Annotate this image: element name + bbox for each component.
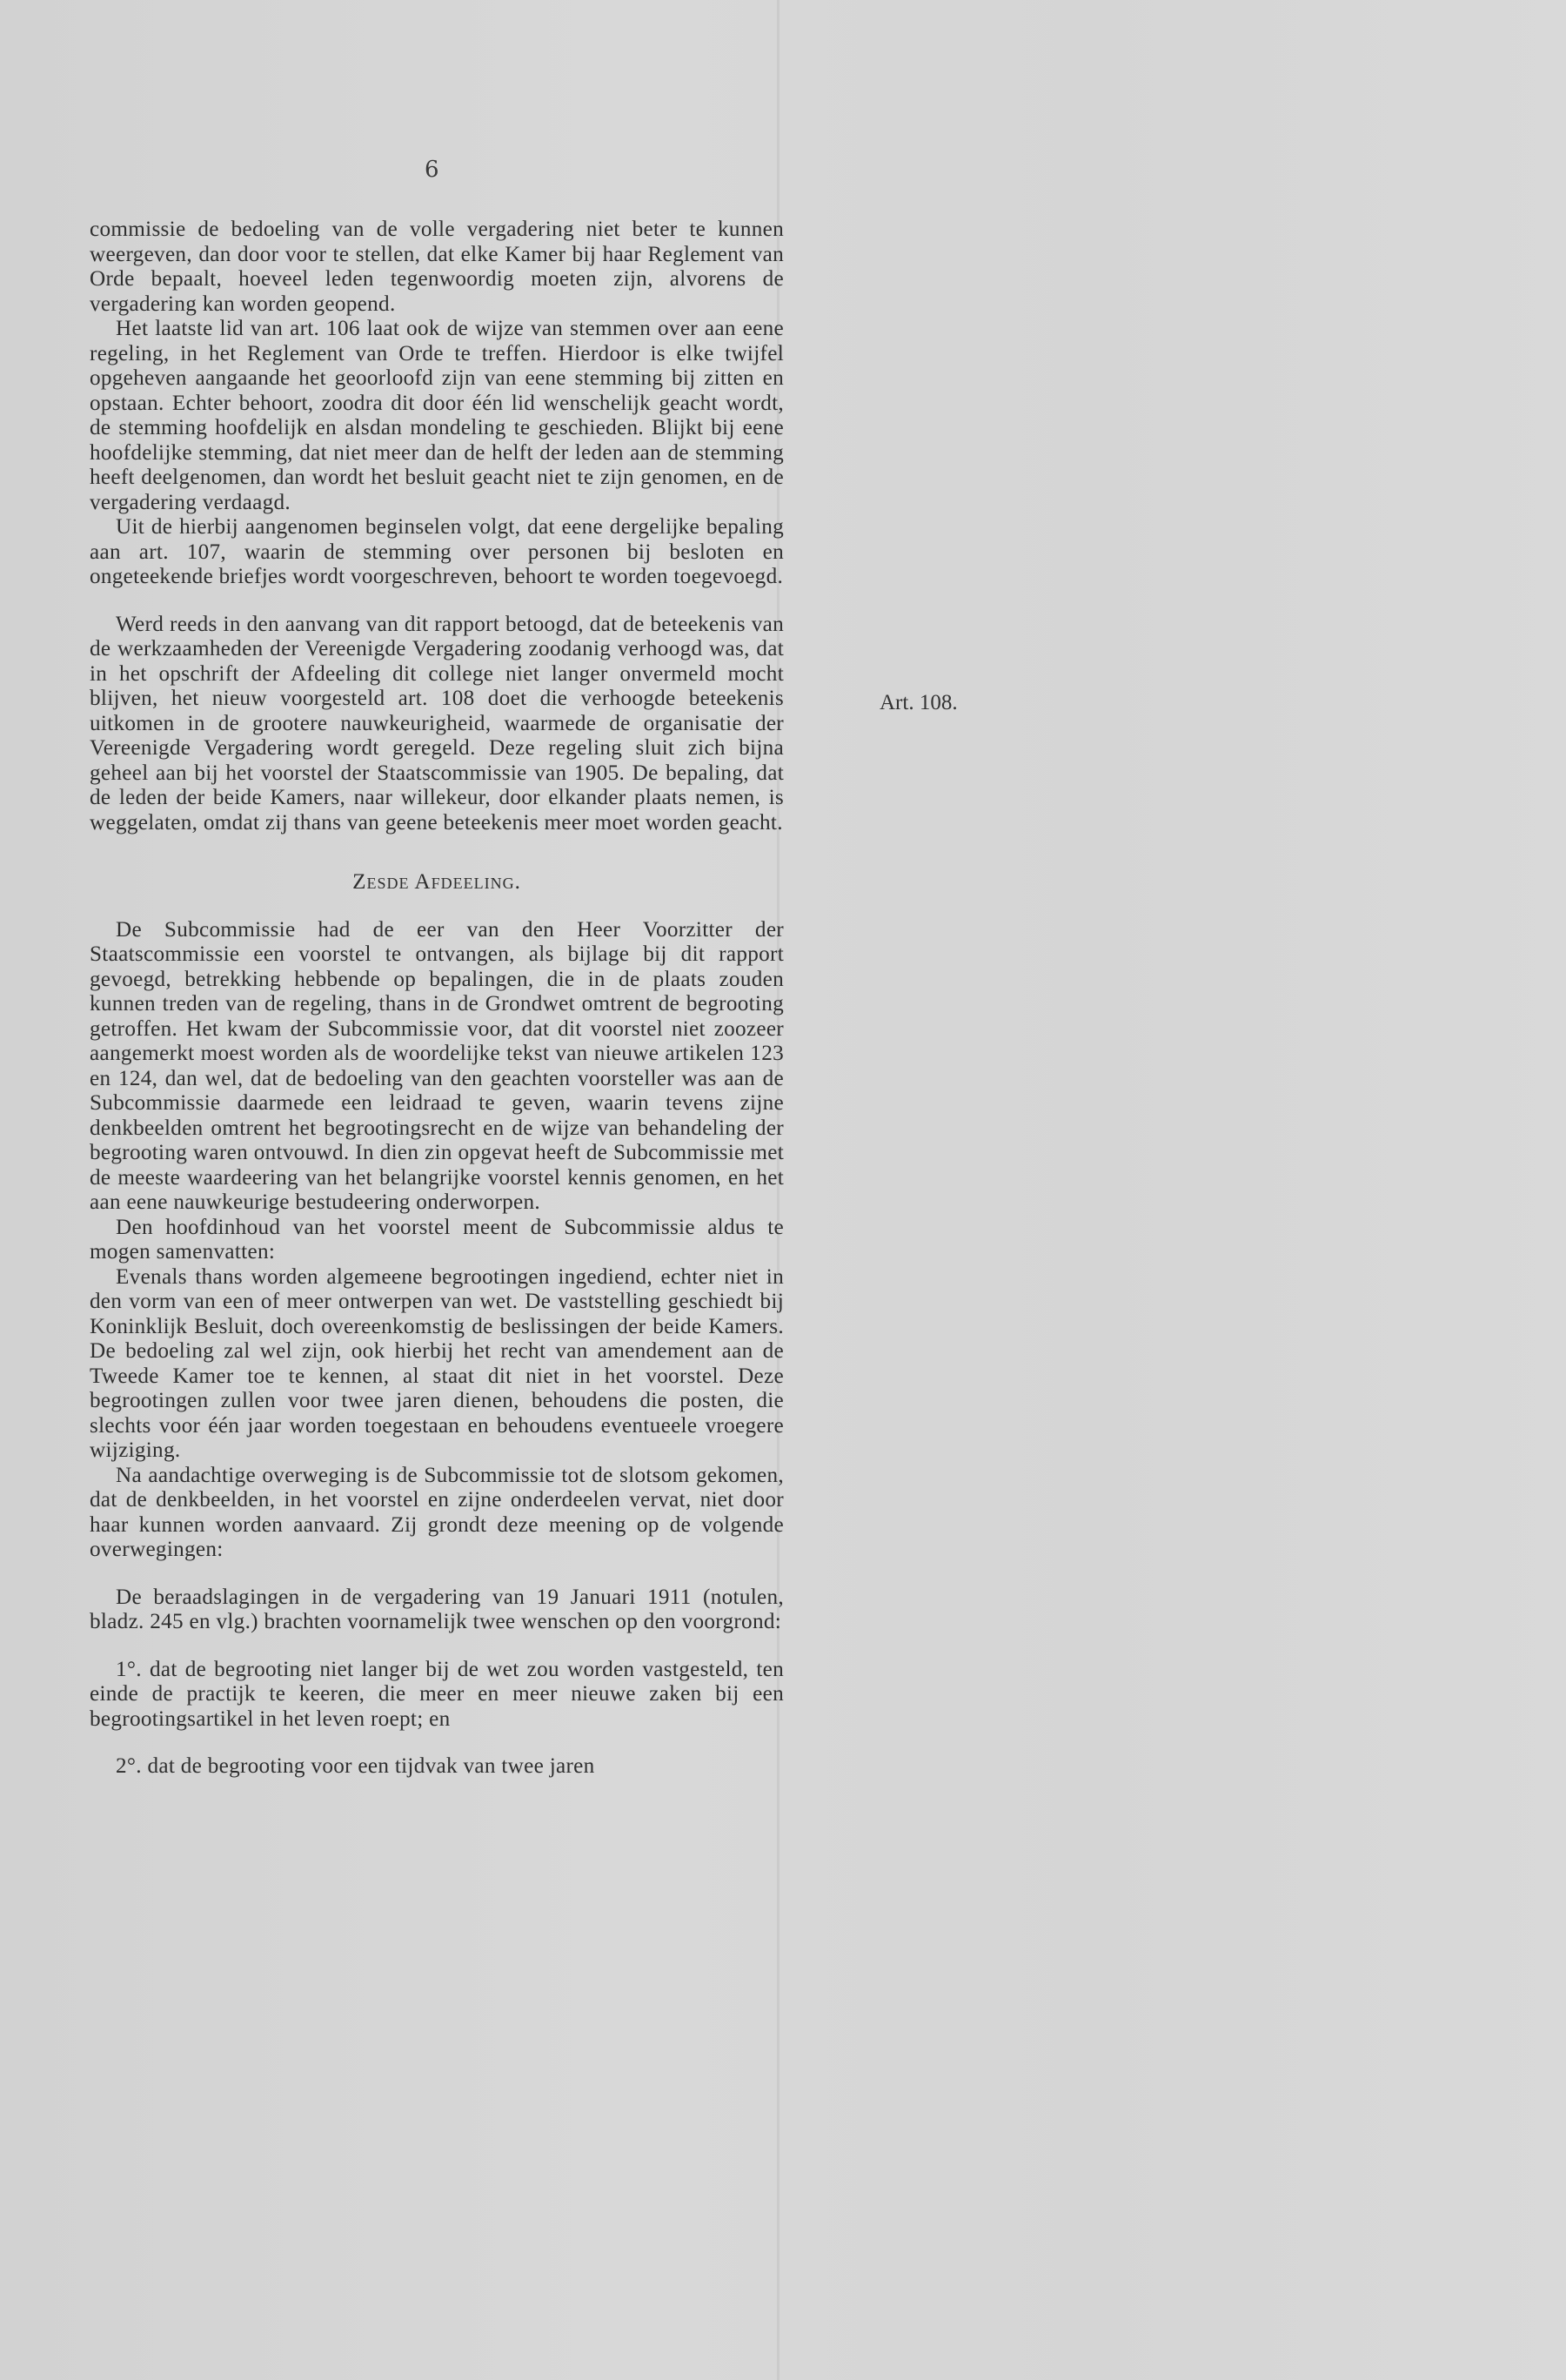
paragraph: Den hoofdinhoud van het voorstel meent de Subcommissie aldus te mogen samenvatten: — [90, 1215, 784, 1264]
list-item-paragraph: 2°. dat de begrooting voor een tijdvak van twee jaren — [116, 1754, 595, 1778]
paragraph: De beraadslagingen in de vergadering van 19 Januari 1911 (notulen, bladz. 245 en vlg.) brachten voornamelijk twee wenschen op den voorgrond: — [90, 1585, 784, 1633]
paragraph: Werd reeds in den aanvang van dit rapport betoogd, dat de beteekenis van de werkzaamheden der Vereenigde Vergadering zoodanig verhoogd was, dat in het opschrift der Afdeeling dit college niet langer onvermeld mocht blijven, het nieuw voorgesteld art. 108 doet die verhoogde beteekenis uitkomen in de grootere nauwkeurigheid, waarmede de organisatie der Vereenigde Vergadering wordt geregeld. Deze regeling sluit zich bijna geheel aan bij het voorstel der Staatscommissie van 1905. De bepaling, dat de leden der beide Kamers, naar willekeur, door elkander plaats nemen, is weggelaten, omdat zij thans van geene beteekenis meer moet worden geacht. — [90, 612, 784, 835]
list-item-paragraph: 1°. dat de begrooting niet langer bij de wet zou worden vastgesteld, ten einde de practijk te keeren, die meer en meer nieuwe zaken bij een begrootingsartikel in het leven roept; en — [90, 1657, 784, 1731]
page-number: 6 — [425, 157, 439, 183]
paragraph: Uit de hierbij aangenomen beginselen volgt, dat eene dergelijke bepaling aan art. 107, waarin de stemming over personen bij besloten en ongeteekende briefjes wordt voorgeschreven, behoort te worden toegevoegd. — [90, 515, 784, 588]
paragraph: De Subcommissie had de eer van den Heer Voorzitter der Staatscommissie een voorstel te ontvangen, als bijlage bij dit rapport gevoegd, betrekking hebbende op bepalingen, die in de plaats zouden kunnen treden van de regeling, thans in de Grondwet omtrent de begrooting getroffen. Het kwam der Subcommissie voor, dat dit voorstel niet zoozeer aangemerkt moest worden als de woordelijke tekst van nieuwe artikelen 123 en 124, dan wel, dat de bedoeling van den geachten voorsteller was aan de Subcommissie daarmede een leidraad te geven, waarin tevens zijne denkbeelden omtrent het begrootingsrecht en de wijze van behandeling der begrooting waren ontvouwd. In dien zin opgevat heeft de Subcommissie met de meeste waardeering van het belangrijke voorstel kennis genomen, en het aan eene nauwkeurige bestudeering onderworpen. — [90, 917, 784, 1214]
paragraph: Na aandachtige overweging is de Subcommissie tot de slotsom gekomen, dat de denkbeelden, in het voorstel en zijne onderdeelen vervat, niet door haar kunnen worden aanvaard. Zij grondt deze meening op de volgende overwegingen: — [90, 1463, 784, 1561]
paragraph: commissie de bedoeling van de volle vergadering niet beter te kunnen weergeven, dan door voor te stellen, dat elke Kamer bij haar Reglement van Orde bepaalt, hoeveel leden tegenwoordig moeten zijn, alvorens de vergadering kan worden geopend. — [90, 218, 784, 316]
paragraph: Evenals thans worden algemeene begrootingen ingediend, echter niet in den vorm van een of meer ontwerpen van wet. De vaststelling geschiedt bij Koninklijk Besluit, doch overeenkomstig de beslissingen der beide Kamers. De bedoeling zal wel zijn, ook hierbij het recht van amendement aan de Tweede Kamer toe te kennen, al staat dit niet in het voorstel. Deze begrootingen zullen voor twee jaren dienen, behoudens die posten, die slechts voor één jaar worden toegestaan en behoudens eventueele vroegere wijziging. — [90, 1264, 784, 1462]
section-heading: Zesde Afdeeling. — [352, 870, 521, 894]
paragraph: Het laatste lid van art. 106 laat ook de wijze van stemmen over aan eene regeling, in het Reglement van Orde te treffen. Hierdoor is elke twijfel opgeheven aangaande het geoorloofd zijn van eene stemming bij zitten en opstaan. Echter behoort, zoodra dit door één lid wenschelijk geacht wordt, de stemming hoofdelijk en alsdan mondeling te geschieden. Blijkt bij eene hoofdelijke stemming, dat niet meer dan de helft der leden aan de stemming heeft deelgenomen, dan wordt het besluit geacht niet te zijn genomen, en de vergadering verdaagd. — [90, 317, 784, 514]
main-text-column — [90, 218, 784, 1780]
margin-note-article: Art. 108. — [880, 691, 958, 714]
